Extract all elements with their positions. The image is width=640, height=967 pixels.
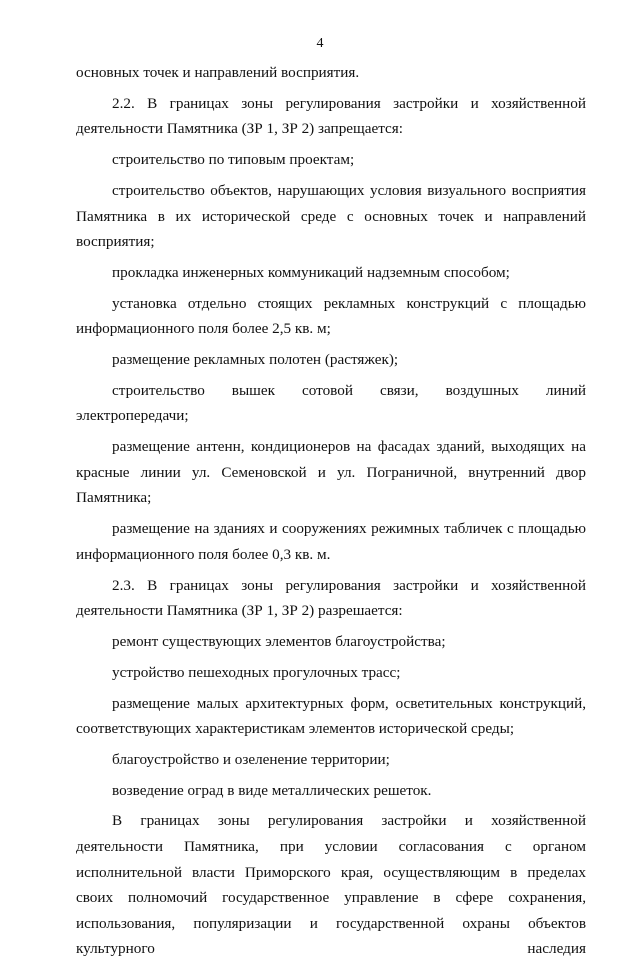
prohibited-item: строительство по типовым проектам; xyxy=(112,151,355,169)
paragraph-continuation: основных точек и направлений восприятия. xyxy=(76,64,360,81)
permitted-item: размещение малых архитектурных форм, осветительных конструкций, соответствующих характеристикам элементов исторической среды; xyxy=(76,694,586,738)
paragraph-section-2-3: 2.3. В границах зоны регулирования застройки и хозяйственной деятельности Памятника (ЗР 1, ЗР 2) разрешается: xyxy=(76,576,586,620)
page-number: 4 xyxy=(316,36,324,51)
paragraph-approval-conditions: В границах зоны регулирования застройки и хозяйственной деятельности Памятника, при условии согласования с органом исполнительной власти Приморского края, осуществляющим в пределах своих полномочий государственное управление в сфере сохранения, использования, популяризации и государственной охраны объектов культурного наследия xyxy=(76,812,586,958)
prohibited-item: размещение на зданиях и сооружениях режимных табличек с площадью информационного поля более 0,3 кв. м. xyxy=(76,520,586,563)
prohibited-item: размещение рекламных полотен (растяжек); xyxy=(112,351,399,369)
permitted-item: устройство пешеходных прогулочных трасс; xyxy=(112,663,401,681)
prohibited-item: прокладка инженерных коммуникаций надземным способом; xyxy=(112,263,510,281)
prohibited-item: строительство объектов, нарушающих условия визуального восприятия Памятника в их исторической среде с основных точек и направлений восприятия; xyxy=(76,181,586,251)
prohibited-item: установка отдельно стоящих рекламных конструкций с площадью информационного поля более 2,5 кв. м; xyxy=(76,294,586,338)
permitted-item: ремонт существующих элементов благоустройства; xyxy=(112,632,446,650)
prohibited-item: размещение антенн, кондиционеров на фасадах зданий, выходящих на красные линии ул. Семеновской и ул. Пограничной, внутренний двор Памятника; xyxy=(76,438,586,507)
permitted-item: благоустройство и озеленение территории; xyxy=(112,750,390,768)
document-body xyxy=(76,60,586,967)
prohibited-item: строительство вышек сотовой связи, воздушных линий электропередачи; xyxy=(76,381,586,425)
paragraph-section-2-2: 2.2. В границах зоны регулирования застройки и хозяйственной деятельности Памятника (ЗР 1, ЗР 2) запрещается: xyxy=(76,94,586,138)
permitted-item: возведение оград в виде металлических решеток. xyxy=(112,781,432,799)
